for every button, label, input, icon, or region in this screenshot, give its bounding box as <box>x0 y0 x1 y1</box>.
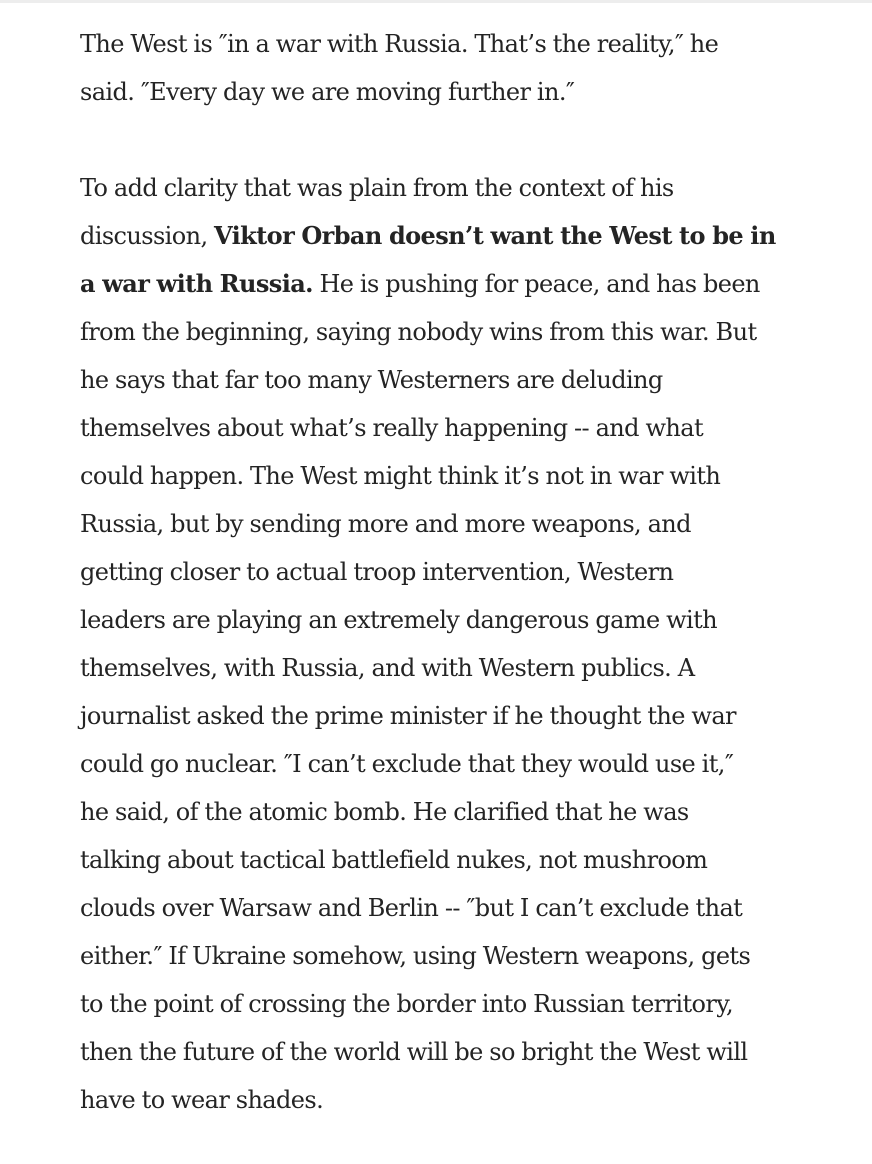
paragraph-line: either.″ If Ukraine somehow, using Western weapons, gets <box>80 942 751 970</box>
inline-text: He is pushing for peace, and has been <box>312 270 760 298</box>
top-divider <box>0 0 872 3</box>
paragraph-line: The West is ″in a war with Russia. That’s the reality,″ he <box>80 30 719 58</box>
paragraph-line: To add clarity that was plain from the context of his <box>80 174 674 202</box>
paragraph-line <box>80 212 810 260</box>
bold-emphasis: Viktor Orban doesn’t want the West to be in <box>214 221 776 250</box>
paragraph-line: then the future of the world will be so bright the West will <box>80 1038 748 1066</box>
paragraph-analysis <box>80 164 810 1124</box>
paragraph-line: getting closer to actual troop intervention, Western <box>80 558 674 586</box>
paragraph-quote <box>80 20 810 116</box>
bold-emphasis: a war with Russia. <box>80 269 313 298</box>
paragraph-line <box>80 260 810 308</box>
paragraph-line: he says that far too many Westerners are deluding <box>80 366 663 394</box>
paragraph-line: clouds over Warsaw and Berlin -- ″but I can’t exclude that <box>80 894 743 922</box>
paragraph-line: Russia, but by sending more and more weapons, and <box>80 510 691 538</box>
paragraph-line: could happen. The West might think it’s not in war with <box>80 462 721 490</box>
paragraph-line: from the beginning, saying nobody wins from this war. But <box>80 318 757 346</box>
paragraph-line: leaders are playing an extremely dangerous game with <box>80 606 717 634</box>
paragraph-line: said. ″Every day we are moving further in.″ <box>80 78 575 106</box>
article-body <box>80 20 810 1124</box>
paragraph-line: themselves about what’s really happening -- and what <box>80 414 704 442</box>
paragraph-line: themselves, with Russia, and with Western publics. A <box>80 654 695 682</box>
paragraph-line: he said, of the atomic bomb. He clarified that he was <box>80 798 689 826</box>
inline-text: discussion, <box>80 222 215 250</box>
paragraph-line: journalist asked the prime minister if he thought the war <box>80 702 736 730</box>
paragraph-line: to the point of crossing the border into Russian territory, <box>80 990 734 1018</box>
paragraph-line: talking about tactical battlefield nukes, not mushroom <box>80 846 708 874</box>
paragraph-line: could go nuclear. ″I can’t exclude that they would use it,″ <box>80 750 734 778</box>
paragraph-line: have to wear shades. <box>80 1086 324 1114</box>
